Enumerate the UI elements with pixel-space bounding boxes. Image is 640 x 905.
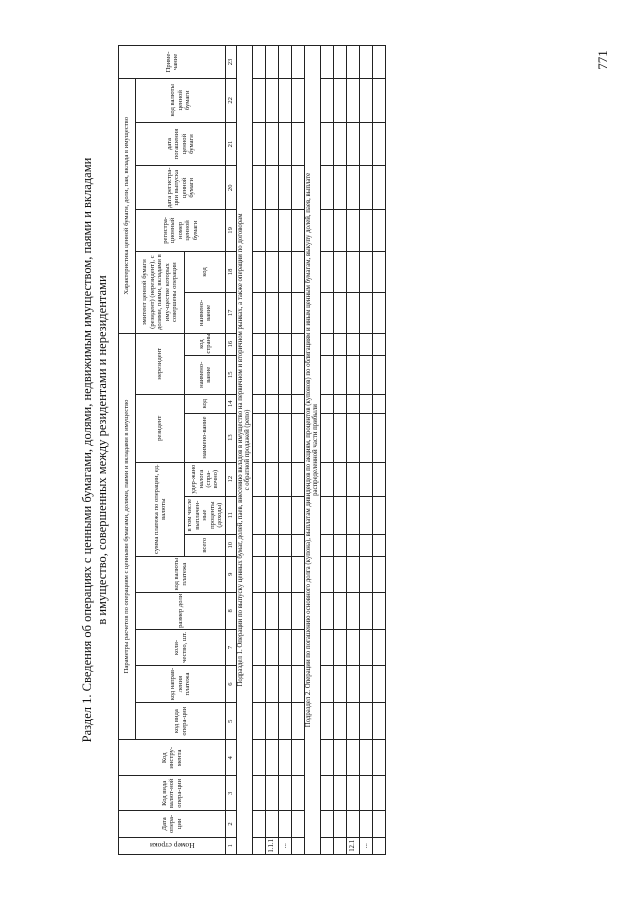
table-cell xyxy=(278,740,291,776)
operations-table xyxy=(118,45,386,855)
table-cell xyxy=(333,78,346,122)
table-cell xyxy=(252,629,265,665)
column-number-cell: 23 xyxy=(226,46,237,79)
column-number-cell: 12 xyxy=(226,462,237,496)
table-cell xyxy=(278,413,291,462)
header-share-size: размер доли xyxy=(136,592,226,629)
table-cell xyxy=(333,251,346,293)
subsection-2-heading-row xyxy=(304,46,320,855)
subsection-1-heading-line-2: с обратной продажей (репо) xyxy=(244,409,252,491)
header-nonresident-country-code: код страны xyxy=(185,333,226,355)
table-cell xyxy=(372,46,385,79)
table-cell xyxy=(265,293,278,333)
column-number-cell: 21 xyxy=(226,122,237,166)
table-cell xyxy=(359,556,372,592)
table-cell xyxy=(265,46,278,79)
table-cell xyxy=(278,46,291,79)
table-cell xyxy=(372,811,385,837)
table-cell xyxy=(252,293,265,333)
table-cell xyxy=(278,556,291,592)
table-cell xyxy=(359,462,372,496)
table-cell xyxy=(372,592,385,629)
table-cell xyxy=(252,166,265,210)
table-row xyxy=(265,46,278,855)
table-cell xyxy=(333,592,346,629)
table-cell xyxy=(346,413,359,462)
table-cell xyxy=(291,46,304,79)
table-cell xyxy=(291,394,304,413)
table-cell xyxy=(265,592,278,629)
table-cell xyxy=(252,811,265,837)
table-cell xyxy=(265,122,278,166)
table-cell xyxy=(252,333,265,355)
table-cell xyxy=(333,534,346,556)
table-cell xyxy=(320,210,333,252)
table-cell xyxy=(359,665,372,702)
header-nonresident: нерезидент xyxy=(136,333,185,394)
table-cell xyxy=(359,776,372,811)
table-cell xyxy=(320,592,333,629)
table-cell xyxy=(346,210,359,252)
table-cell xyxy=(320,166,333,210)
table-cell xyxy=(252,776,265,811)
table-cell xyxy=(346,665,359,702)
table-cell xyxy=(265,556,278,592)
table-cell xyxy=(320,355,333,394)
table-cell xyxy=(372,333,385,355)
table-cell xyxy=(265,394,278,413)
header-operation-date: Дата опера-ции xyxy=(119,811,226,837)
column-number-cell: 1 xyxy=(226,837,237,854)
table-cell xyxy=(278,355,291,394)
table-cell xyxy=(372,534,385,556)
table-cell xyxy=(359,251,372,293)
table-cell xyxy=(291,534,304,556)
table-cell xyxy=(346,166,359,210)
table-cell xyxy=(372,703,385,740)
table-cell xyxy=(291,740,304,776)
table-cell xyxy=(320,462,333,496)
column-number-cell: 17 xyxy=(226,293,237,333)
table-row xyxy=(252,46,265,855)
table-cell xyxy=(333,496,346,534)
table-row xyxy=(278,46,291,855)
table-cell xyxy=(372,740,385,776)
table-cell xyxy=(278,703,291,740)
table-cell xyxy=(265,78,278,122)
column-number-cell: 3 xyxy=(226,776,237,811)
table-cell xyxy=(278,592,291,629)
table-cell xyxy=(320,496,333,534)
table-cell xyxy=(372,776,385,811)
table-cell xyxy=(252,462,265,496)
table-cell xyxy=(333,122,346,166)
table-cell xyxy=(333,556,346,592)
table-cell xyxy=(359,811,372,837)
table-cell xyxy=(291,776,304,811)
row-number-cell xyxy=(252,837,265,854)
table-cell xyxy=(291,556,304,592)
header-resident-name: наимено-вание xyxy=(185,413,226,462)
header-quantity: коли-чество, шт. xyxy=(136,629,226,665)
table-cell xyxy=(320,251,333,293)
table-cell xyxy=(252,394,265,413)
table-cell xyxy=(346,78,359,122)
column-number-cell: 22 xyxy=(226,78,237,122)
table-cell xyxy=(372,629,385,665)
row-number-cell xyxy=(320,837,333,854)
table-row xyxy=(359,46,372,855)
header-resident: резидент xyxy=(136,394,185,462)
table-cell xyxy=(278,122,291,166)
table-cell xyxy=(265,776,278,811)
table-cell xyxy=(291,333,304,355)
table-cell xyxy=(320,629,333,665)
subsection-2-heading-line-2: распределенной части прибыли xyxy=(312,404,320,496)
header-row-number: Номер строки xyxy=(119,837,226,854)
table-cell xyxy=(291,413,304,462)
table-cell xyxy=(252,592,265,629)
table-cell xyxy=(265,496,278,534)
table-cell xyxy=(265,740,278,776)
table-cell xyxy=(372,556,385,592)
column-number-cell: 20 xyxy=(226,166,237,210)
column-number-cell: 13 xyxy=(226,413,237,462)
table-cell xyxy=(346,496,359,534)
table-cell xyxy=(291,703,304,740)
table-cell xyxy=(278,293,291,333)
header-params-group: Параметры расчетов по операциям с ценными бумагами, долями, паями и вкладами в имущество xyxy=(119,333,136,740)
table-cell xyxy=(252,122,265,166)
table-cell xyxy=(333,394,346,413)
table-cell xyxy=(320,776,333,811)
table-cell xyxy=(346,811,359,837)
column-numbers-row xyxy=(226,46,237,855)
table-cell xyxy=(320,333,333,355)
table-cell xyxy=(372,293,385,333)
table-cell xyxy=(252,496,265,534)
table-cell xyxy=(252,78,265,122)
table-cell xyxy=(372,496,385,534)
table-cell xyxy=(265,462,278,496)
table-cell xyxy=(346,333,359,355)
table-cell xyxy=(278,166,291,210)
table-cell xyxy=(252,355,265,394)
table-cell xyxy=(291,78,304,122)
subsection-2-heading xyxy=(304,46,320,855)
header-payment-currency-code: код валюты платежа xyxy=(136,556,226,592)
table-cell xyxy=(252,413,265,462)
column-number-cell: 2 xyxy=(226,811,237,837)
table-cell xyxy=(252,556,265,592)
table-cell xyxy=(359,703,372,740)
table-cell xyxy=(265,665,278,702)
column-number-cell: 9 xyxy=(226,556,237,592)
table-cell xyxy=(320,394,333,413)
header-operation-type-code: код вида опера-ции xyxy=(136,703,226,740)
table-row xyxy=(372,46,385,855)
table-cell xyxy=(320,78,333,122)
table-cell xyxy=(346,46,359,79)
subsection-2-heading-line-1: Подраздел 2. Операции по погашению основного долга (купона), выплатам дивидендов по акциям, процентов (купонов) по облигациям и иным ценным бумагам, выкупу долей, паев, выплате xyxy=(304,172,312,728)
row-number-cell: 12.1 xyxy=(346,837,359,854)
table-cell xyxy=(265,629,278,665)
table-cell xyxy=(320,413,333,462)
table-cell xyxy=(278,78,291,122)
table-cell xyxy=(252,46,265,79)
table-cell xyxy=(320,293,333,333)
table-cell xyxy=(291,166,304,210)
table-cell xyxy=(359,592,372,629)
table-cell xyxy=(320,534,333,556)
table-cell xyxy=(278,210,291,252)
column-number-cell: 8 xyxy=(226,592,237,629)
column-number-cell: 11 xyxy=(226,496,237,534)
table-cell xyxy=(346,592,359,629)
column-number-cell: 15 xyxy=(226,355,237,394)
page-number: 771 xyxy=(594,50,610,70)
table-cell xyxy=(359,629,372,665)
table-cell xyxy=(291,592,304,629)
table-row xyxy=(291,46,304,855)
header-nonresident-name: наимено-вание xyxy=(185,355,226,394)
table-cell xyxy=(333,703,346,740)
header-issuer-name: наимено-вание xyxy=(185,293,226,333)
header-security-char-group: Характеристика ценной бумаги, доли, пая, вклада в имущество xyxy=(119,78,136,333)
table-cell xyxy=(359,166,372,210)
column-number-cell: 16 xyxy=(226,333,237,355)
table-cell xyxy=(346,251,359,293)
table-row xyxy=(333,46,346,855)
table-cell xyxy=(320,811,333,837)
table-cell xyxy=(372,355,385,394)
table-cell xyxy=(320,46,333,79)
column-number-cell: 6 xyxy=(226,665,237,702)
table-cell xyxy=(265,534,278,556)
table-cell xyxy=(333,293,346,333)
table-cell xyxy=(359,413,372,462)
table-cell xyxy=(346,293,359,333)
table-cell xyxy=(346,355,359,394)
row-number-cell xyxy=(291,837,304,854)
table-cell xyxy=(265,355,278,394)
table-cell xyxy=(291,496,304,534)
table-cell xyxy=(359,394,372,413)
table-cell xyxy=(320,740,333,776)
table-cell xyxy=(278,811,291,837)
table-cell xyxy=(320,665,333,702)
header-tax-withheld: удер-жано налога (спра-вочно) xyxy=(185,462,226,496)
table-cell xyxy=(265,703,278,740)
table-cell xyxy=(265,166,278,210)
table-cell xyxy=(291,355,304,394)
table-cell xyxy=(359,534,372,556)
header-currency-operation-type-code: Код вида валют-ной опера-ции xyxy=(119,776,226,811)
table-cell xyxy=(265,251,278,293)
table-cell xyxy=(346,776,359,811)
table-cell xyxy=(333,210,346,252)
table-cell xyxy=(252,740,265,776)
table-cell xyxy=(372,665,385,702)
table-cell xyxy=(278,394,291,413)
header-payment-sum-group: сумма платежа по операции, ед. валюты xyxy=(136,462,185,556)
column-number-cell: 7 xyxy=(226,629,237,665)
table-cell xyxy=(333,462,346,496)
header-issue-reg-date: дата регистра-ции выпуска ценной бумаги xyxy=(136,166,226,210)
table-cell xyxy=(359,210,372,252)
table-cell xyxy=(333,333,346,355)
table-cell xyxy=(346,703,359,740)
header-payment-direction-code: код направ-ления платежа xyxy=(136,665,226,702)
table-cell xyxy=(291,122,304,166)
table-cell xyxy=(291,462,304,496)
table-cell xyxy=(265,333,278,355)
table-cell xyxy=(278,665,291,702)
table-cell xyxy=(278,251,291,293)
column-number-cell: 10 xyxy=(226,534,237,556)
table-cell xyxy=(278,629,291,665)
table-cell xyxy=(291,210,304,252)
header-issuer: эмитент ценной бумаги (резидент) (нерезидент), с долями, паями, вкладами в иму-ществе которых совершены операции xyxy=(136,251,185,333)
table-cell xyxy=(291,251,304,293)
table-cell xyxy=(346,122,359,166)
header-including-interest: в том числе выплачен-ные проценты (доходы) xyxy=(185,496,226,534)
table-cell xyxy=(346,556,359,592)
table-cell xyxy=(278,496,291,534)
table-cell xyxy=(320,556,333,592)
table-row xyxy=(346,46,359,855)
table-cell xyxy=(372,122,385,166)
title-line-2: в имущество, совершенных между резидентами и нерезидентами xyxy=(95,275,109,625)
table-cell xyxy=(346,629,359,665)
table-cell xyxy=(265,210,278,252)
column-number-cell: 5 xyxy=(226,703,237,740)
table-cell xyxy=(278,462,291,496)
table-cell xyxy=(346,462,359,496)
table-cell xyxy=(359,333,372,355)
table-cell xyxy=(346,534,359,556)
table-cell xyxy=(372,78,385,122)
table-cell xyxy=(359,78,372,122)
column-number-cell: 4 xyxy=(226,740,237,776)
table-cell xyxy=(320,703,333,740)
table-cell xyxy=(333,413,346,462)
table-cell xyxy=(372,251,385,293)
table-cell xyxy=(333,811,346,837)
subsection-1-heading-line-1: Подраздел 1. Операции по выпуску ценных бумаг, долей, паев, внесению вкладов в имущество на первичном и вторичном рынках, а также операции по договорам xyxy=(237,213,244,687)
table-cell xyxy=(333,665,346,702)
table-cell xyxy=(278,776,291,811)
table-cell xyxy=(291,811,304,837)
table-cell xyxy=(333,740,346,776)
row-number-cell xyxy=(372,837,385,854)
table-cell xyxy=(252,665,265,702)
table-cell xyxy=(252,703,265,740)
table-cell xyxy=(333,166,346,210)
header-note: Приме-чание xyxy=(119,46,226,79)
table-header xyxy=(119,46,226,855)
column-number-cell: 19 xyxy=(226,210,237,252)
table-cell xyxy=(252,210,265,252)
subsection-1-heading-row xyxy=(237,46,253,855)
row-number-cell xyxy=(333,837,346,854)
table-cell xyxy=(252,534,265,556)
table-cell xyxy=(359,122,372,166)
table-cell xyxy=(278,534,291,556)
table-cell xyxy=(291,665,304,702)
row-number-cell: 1.1.1 xyxy=(265,837,278,854)
table-cell xyxy=(278,333,291,355)
table-row xyxy=(320,46,333,855)
table-cell xyxy=(291,293,304,333)
table-body xyxy=(226,46,386,855)
table-cell xyxy=(372,210,385,252)
row-number-cell: ... xyxy=(278,837,291,854)
table-cell xyxy=(359,293,372,333)
table-cell xyxy=(359,355,372,394)
table-cell xyxy=(265,413,278,462)
table-cell xyxy=(372,166,385,210)
table-cell xyxy=(359,46,372,79)
table-cell xyxy=(346,740,359,776)
header-security-currency-code: код валюты ценной бумаги xyxy=(136,78,226,122)
header-instrument-code: Код инстру-мента xyxy=(119,740,226,776)
table-cell xyxy=(359,496,372,534)
table-cell xyxy=(252,251,265,293)
column-number-cell: 18 xyxy=(226,251,237,293)
table-cell xyxy=(346,394,359,413)
header-redemption-date: дата погашения ценной бумаги xyxy=(136,122,226,166)
table-cell xyxy=(372,462,385,496)
table-cell xyxy=(372,413,385,462)
header-resident-code: код xyxy=(185,394,226,413)
table-cell xyxy=(333,776,346,811)
subsection-1-heading xyxy=(237,46,253,855)
header-reg-number: регистра-ционный номер ценной бумаги xyxy=(136,210,226,252)
table-cell xyxy=(320,122,333,166)
table-cell xyxy=(291,629,304,665)
section-title xyxy=(80,45,110,855)
rotated-document xyxy=(80,45,640,855)
table-cell xyxy=(333,355,346,394)
table-cell xyxy=(265,811,278,837)
title-line-1: Раздел 1. Сведения об операциях с ценными бумагами, долями, недвижимым имуществом, паями и вкладами xyxy=(80,157,94,743)
table-cell xyxy=(359,740,372,776)
table-cell xyxy=(333,46,346,79)
row-number-cell: ... xyxy=(359,837,372,854)
header-total: всего xyxy=(185,534,226,556)
table-cell xyxy=(333,629,346,665)
header-issuer-code: код xyxy=(185,251,226,293)
table-cell xyxy=(372,394,385,413)
column-number-cell: 14 xyxy=(226,394,237,413)
